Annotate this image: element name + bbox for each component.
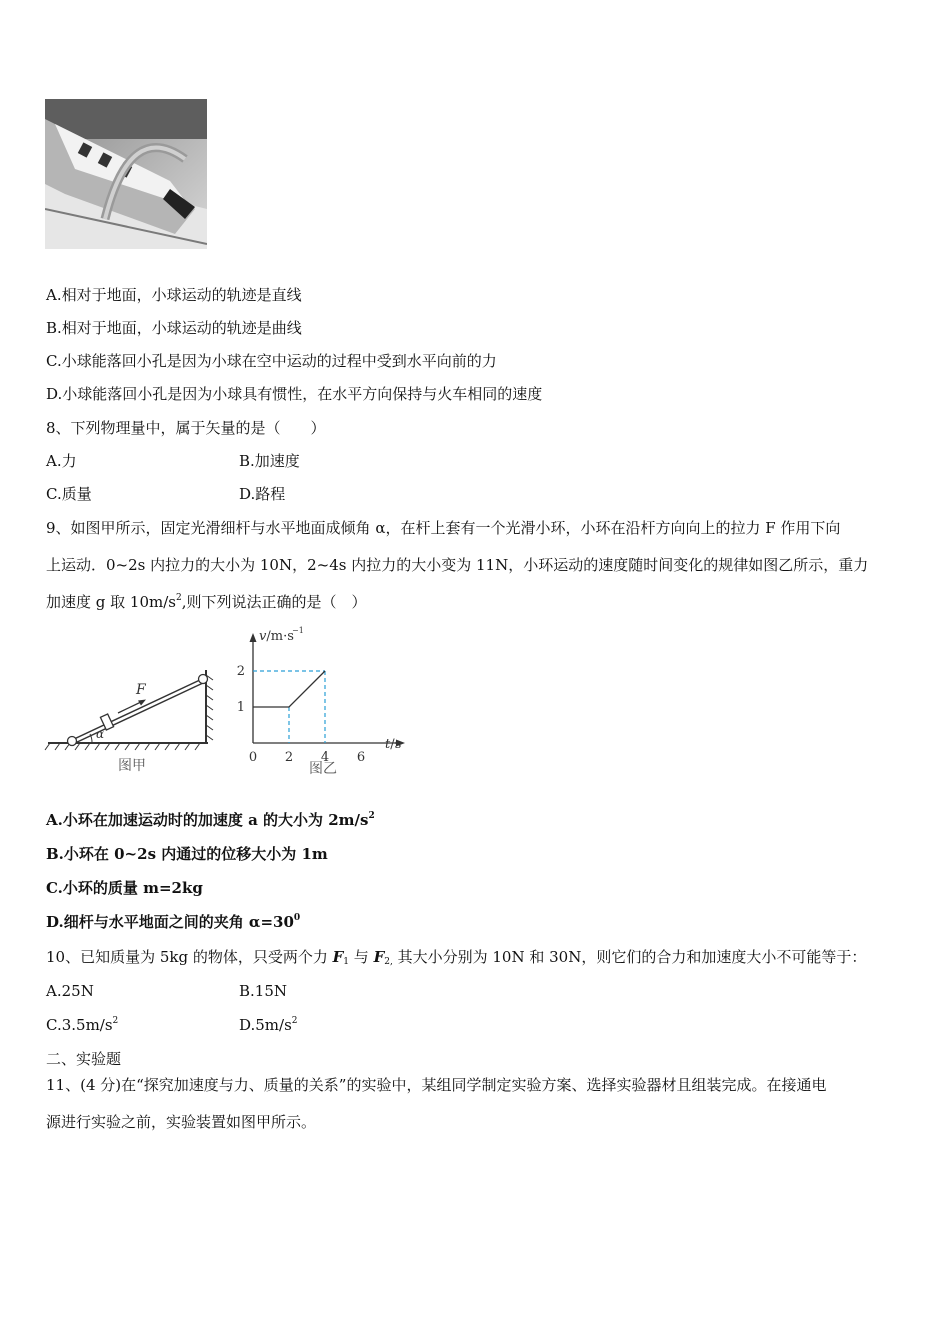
q9-option-b: B.小环在 0~2s 内通过的位移大小为 1m [46, 845, 328, 863]
caption-yi: 图乙 [309, 761, 337, 777]
y-axis-exp: −1 [292, 626, 304, 635]
q9-option-d: D.细杆与水平地面之间的夹角 $\alpha=30^0$ [46, 913, 301, 931]
q11-line2: 源进行实验之前，实验装置如图甲所示。 [46, 1113, 317, 1131]
x-tick-label: 4 [320, 750, 330, 765]
q8-option-a: A.力 [46, 452, 77, 470]
q9-stem-line1: 9、如图甲所示，固定光滑细杆与水平地面成倾角 α，在杆上套有一个光滑小环，小环在沿杆方向向上的拉力 F 作用下向 [46, 519, 841, 537]
q9-option-c: C.小环的质量 m=2kg [46, 879, 203, 897]
q8-stem: 8、下列物理量中，属于矢量的是（ ） [46, 419, 326, 437]
q10-option-a: A.25N [46, 982, 94, 1000]
y-tick-label: 2 [236, 664, 245, 679]
x-axis-label: t/s [385, 737, 402, 752]
x-tick-label: 6 [356, 750, 366, 765]
figure-jia [40, 660, 220, 780]
q8-option-d: D.路程 [239, 485, 286, 503]
q9-stem-line3: 加速度 g 取 $10m/s^2$,则下列说法正确的是（ ） [46, 593, 367, 611]
q10-option-d: $D.5m/s^2$ [239, 1016, 298, 1034]
q10-option-b: B.15N [239, 982, 288, 1000]
force-label: F [136, 682, 146, 698]
q7-option-c: C.小球能落回小孔是因为小球在空中运动的过程中受到水平向前的力 [46, 352, 497, 370]
q10-option-c: $C.3.5m/s^2$ [46, 1016, 119, 1034]
q9-stem-line2: 上运动．0~2s 内拉力的大小为 10N，2~4s 内拉力的大小变为 11N，小环运动的速度随时间变化的规律如图乙所示，重力 [46, 556, 869, 574]
y-tick-label: 1 [236, 700, 245, 715]
q10-stem: 10、已知质量为 5kg 的物体，只受两个力 $F_1$ 与 $F_{2,}$ 其大小分别为 10N 和 30N，则它们的合力和加速度大小不可能等于： [46, 948, 867, 967]
x-tick-label: 0 [248, 750, 258, 765]
angle-label: α [96, 727, 105, 741]
q7-option-d: D.小球能落回小孔是因为小球具有惯性，在水平方向保持与火车相同的速度 [46, 385, 543, 403]
y-axis-label: v/m·s [259, 629, 294, 644]
figure-yi [235, 620, 415, 780]
q9-option-a: A.小环在加速运动时的加速度 a 的大小为 $2m/s^2$ [46, 811, 375, 829]
train-photo [45, 99, 207, 249]
chart-layer [237, 664, 365, 765]
q7-option-b: B.相对于地面，小球运动的轨迹是曲线 [46, 319, 302, 337]
q11-line1: 11、(4 分)在“探究加速度与力、质量的关系”的实验中，某组同学制定实验方案、选择实验器材且组装完成。在接通电 [46, 1076, 827, 1094]
section-heading: 二、实验题 [46, 1050, 122, 1068]
q8-option-b: B.加速度 [239, 452, 300, 470]
q7-option-a: A.相对于地面，小球运动的轨迹是直线 [46, 286, 302, 304]
q8-option-c: C.质量 [46, 485, 92, 503]
velocity-series-line [253, 671, 325, 707]
caption-jia: 图甲 [118, 758, 146, 774]
x-tick-label: 2 [284, 750, 294, 765]
